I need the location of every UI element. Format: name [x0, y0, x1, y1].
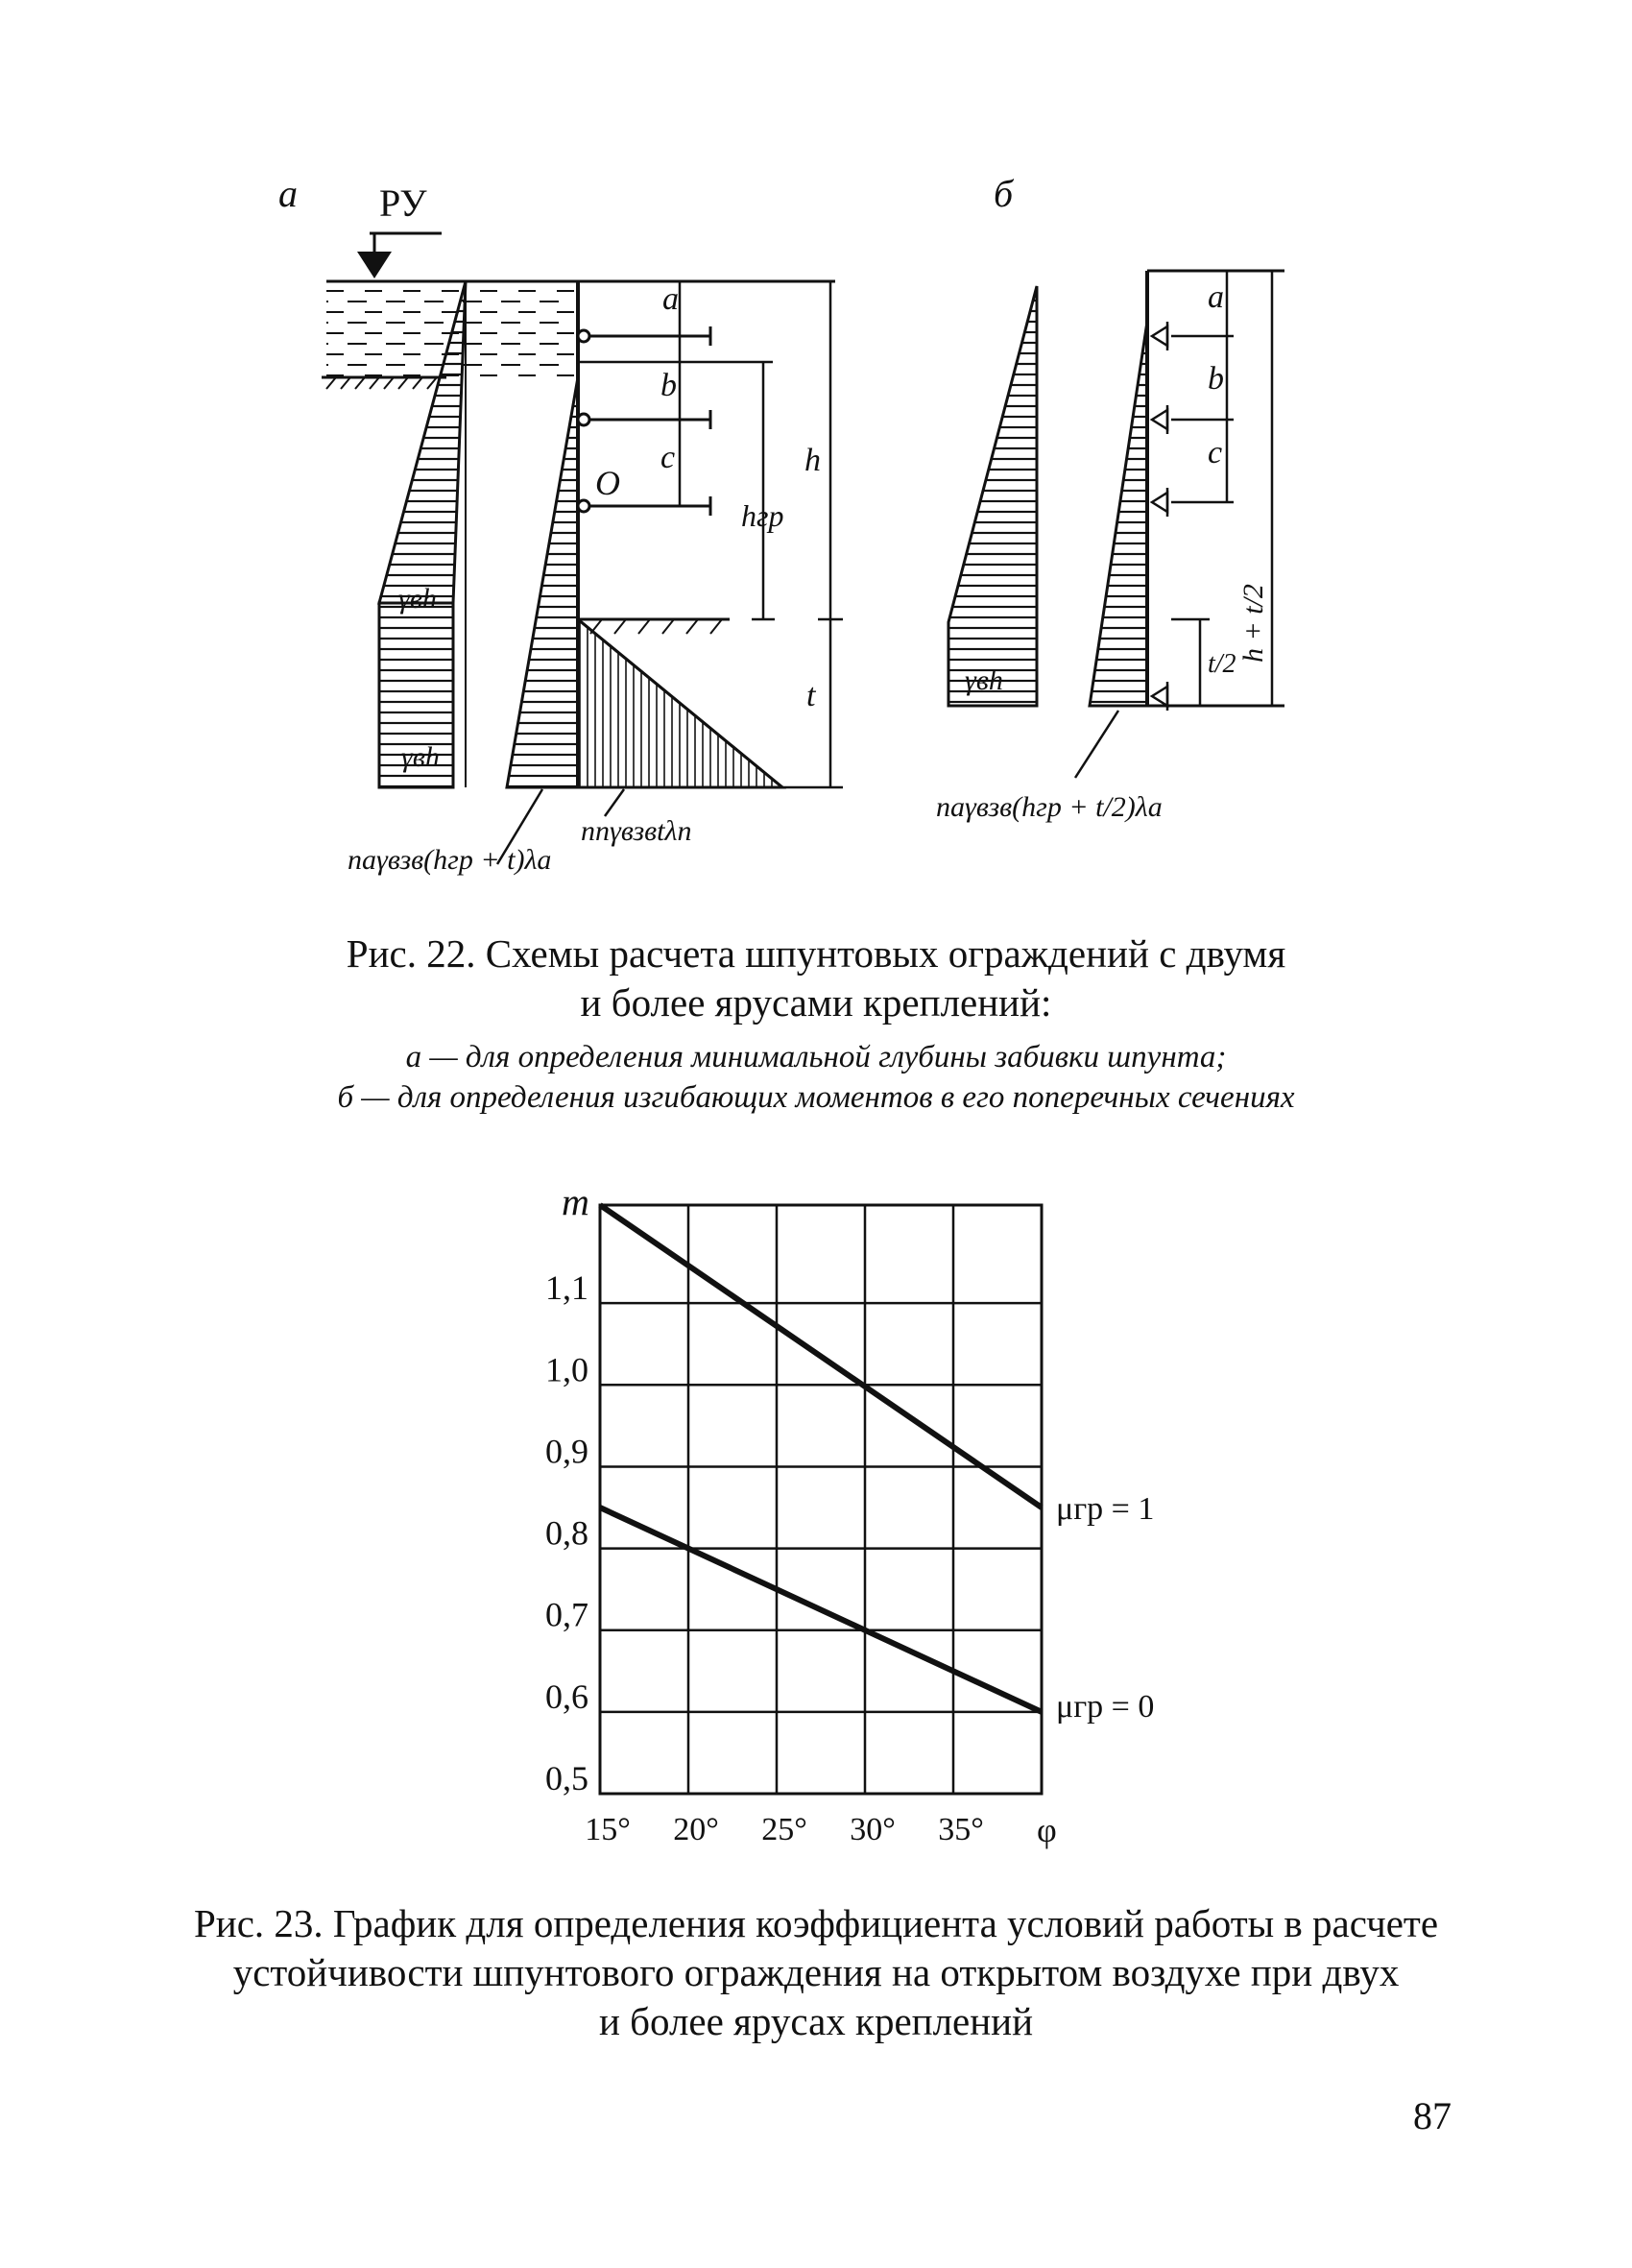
- series-line-0: [600, 1205, 1042, 1508]
- gamma-h-label-b: γвh: [965, 664, 1003, 696]
- chart-series: [600, 1205, 1042, 1712]
- chart-ticks: [545, 1268, 984, 1847]
- figure-23-chart: [0, 1152, 1632, 1882]
- chart-grid: [600, 1205, 1042, 1794]
- y-tick-label: 0,7: [545, 1595, 588, 1634]
- series-label-mu-0: μгр = 0: [1056, 1688, 1155, 1725]
- y-tick-label: 0,6: [545, 1677, 588, 1716]
- panel-b-earth-diagram: [1090, 322, 1147, 706]
- panel-a-scheme: [322, 281, 843, 876]
- dim-t2-label: t/2: [1208, 649, 1236, 679]
- plot-frame: [600, 1205, 1042, 1794]
- x-tick-label: 30°: [850, 1812, 896, 1847]
- figure-22-caption: [0, 929, 1632, 1027]
- dim-b-label: b: [660, 368, 677, 403]
- y-tick-label: 1,0: [545, 1350, 588, 1389]
- formula-right: naγвзв(hгр + t/2)λa: [936, 791, 1163, 823]
- y-tick-label: 0,9: [545, 1432, 588, 1471]
- x-tick-label: 25°: [761, 1812, 807, 1847]
- figure-22-caption-line1: Рис. 22. Схемы расчета шпунтовых ограждений с двумя: [346, 931, 1286, 976]
- figure-23-caption: [0, 1899, 1632, 2046]
- x-axis-label: φ: [1037, 1811, 1057, 1849]
- x-tick-label: 20°: [673, 1812, 719, 1847]
- dim-c-label: c: [660, 440, 676, 475]
- figure-23-caption-line3: и более ярусах креплений: [598, 1999, 1034, 2043]
- point-O-label: O: [595, 464, 620, 502]
- figure-22-legend-line1: а — для определения минимальной глубины забивки шпунта;: [405, 1040, 1227, 1074]
- gamma-h-label-lower: γвh: [401, 741, 440, 773]
- figure-22-diagrams: [0, 0, 1632, 922]
- figure-22-caption-line2: и более ярусами креплений:: [580, 980, 1052, 1025]
- page-number: 87: [1413, 2094, 1452, 2137]
- y-tick-label: 0,5: [545, 1759, 588, 1798]
- series-label-mu-1: μгр = 1: [1056, 1491, 1155, 1528]
- figure-22-legend-line2: б — для определения изгибающих моментов в его поперечных сечениях: [337, 1080, 1295, 1115]
- water-level-label: РУ: [379, 181, 427, 225]
- x-tick-label: 35°: [938, 1812, 984, 1847]
- figure-23-caption-line1: Рис. 23. График для определения коэффициента условий работы в расчете: [193, 1901, 1439, 1945]
- y-tick-label: 1,1: [545, 1268, 588, 1308]
- dim-c-label-b: c: [1208, 435, 1223, 470]
- figure-23-caption-line2: устойчивости шпунтового ограждения на открытом воздухе при двух: [232, 1950, 1400, 1994]
- panel-b-supports: [1152, 322, 1167, 711]
- gamma-h-label-upper: γвh: [398, 583, 437, 615]
- dim-h-label: h: [804, 443, 821, 478]
- panel-b-scheme: [936, 271, 1284, 823]
- water-level-marker: [357, 181, 442, 278]
- formula-left: naγвзв(hгр + t)λa: [348, 844, 552, 876]
- dim-a-label-b: a: [1208, 279, 1224, 315]
- active-pressure-diagram: [507, 377, 578, 787]
- y-axis-label: m: [562, 1180, 589, 1223]
- dim-a-label: a: [662, 281, 679, 317]
- x-tick-label: 15°: [585, 1812, 631, 1847]
- dim-h-t2-label: h + t/2: [1237, 584, 1269, 663]
- panel-a-label: а: [278, 172, 298, 215]
- formula-mid: nпγвзвtλп: [581, 815, 692, 847]
- panel-b-water-diagram: [948, 286, 1037, 706]
- ground-hatch-right: [590, 619, 722, 634]
- dim-hgr-label: hгр: [741, 498, 784, 533]
- y-tick-label: 0,8: [545, 1513, 588, 1553]
- ground-hatch-left: [326, 377, 437, 389]
- series-line-1: [600, 1508, 1042, 1712]
- dim-t-label: t: [806, 678, 816, 713]
- panel-b-label: б: [994, 172, 1014, 215]
- figure-22-legend: [0, 1037, 1632, 1118]
- dim-b-label-b: b: [1208, 361, 1224, 397]
